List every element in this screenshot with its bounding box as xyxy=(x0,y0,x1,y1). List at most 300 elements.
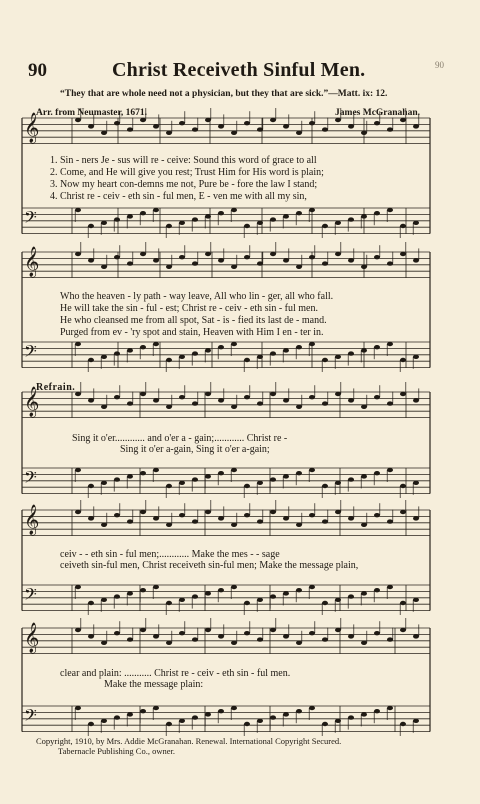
note-head xyxy=(114,351,120,355)
note-head xyxy=(179,395,185,399)
note-head xyxy=(374,588,380,592)
note-head xyxy=(387,468,393,472)
verse-3-line-1: 3. Now my heart con-demns me not, Pure be - fore the law I stand; xyxy=(50,179,318,190)
note-head xyxy=(270,392,276,396)
note-head xyxy=(387,706,393,710)
verse-4-line-2: Purged from ev - 'ry spot and stain, Heaven with Him I en - ter in. xyxy=(60,327,324,338)
note-head xyxy=(374,255,380,259)
note-head xyxy=(114,631,120,635)
note-head xyxy=(205,214,211,218)
note-head xyxy=(231,405,237,409)
bass-clef: 𝄢 xyxy=(24,705,37,729)
note-head xyxy=(192,715,198,719)
note-head xyxy=(114,477,120,481)
treble-clef: 𝄞 xyxy=(24,623,40,653)
note-head xyxy=(192,477,198,481)
note-head xyxy=(413,598,419,602)
note-head xyxy=(88,634,94,638)
note-head xyxy=(75,468,81,472)
note-head xyxy=(101,265,107,269)
note-head xyxy=(257,401,263,405)
refrain-line-3-upper: clear and plain: ........... Christ re - ceiv - eth sin - ful men. xyxy=(60,668,291,679)
note-head xyxy=(153,516,159,520)
note-head xyxy=(374,211,380,215)
note-head xyxy=(88,516,94,520)
note-head xyxy=(374,709,380,713)
note-head xyxy=(101,131,107,135)
note-head xyxy=(400,484,406,488)
note-head xyxy=(75,706,81,710)
note-head xyxy=(296,131,302,135)
note-head xyxy=(231,468,237,472)
note-head xyxy=(348,715,354,719)
note-head xyxy=(244,513,250,517)
note-head xyxy=(179,598,185,602)
note-head xyxy=(400,392,406,396)
note-head xyxy=(283,124,289,128)
note-head xyxy=(88,722,94,726)
note-head xyxy=(218,211,224,215)
note-head xyxy=(127,474,133,478)
note-head xyxy=(114,715,120,719)
note-head xyxy=(205,510,211,514)
note-head xyxy=(335,628,341,632)
note-head xyxy=(192,519,198,523)
treble-clef: 𝄞 xyxy=(24,247,40,277)
note-head xyxy=(127,127,133,131)
note-head xyxy=(88,358,94,362)
note-head xyxy=(387,637,393,641)
note-head xyxy=(153,706,159,710)
treble-clef: 𝄞 xyxy=(24,505,40,535)
note-head xyxy=(374,395,380,399)
note-head xyxy=(218,398,224,402)
note-head xyxy=(166,722,172,726)
note-head xyxy=(101,355,107,359)
note-head xyxy=(166,405,172,409)
note-head xyxy=(400,628,406,632)
note-head xyxy=(205,712,211,716)
note-head xyxy=(270,628,276,632)
note-head xyxy=(322,401,328,405)
note-head xyxy=(296,345,302,349)
bass-clef: 𝄢 xyxy=(24,341,37,365)
note-head xyxy=(309,255,315,259)
arranger-credit: Arr. from Neumaster, 1671. xyxy=(36,108,147,118)
note-head xyxy=(257,261,263,265)
note-head xyxy=(114,395,120,399)
note-head xyxy=(218,345,224,349)
note-head xyxy=(361,712,367,716)
note-head xyxy=(192,401,198,405)
note-head xyxy=(309,631,315,635)
note-head xyxy=(413,634,419,638)
note-head xyxy=(296,405,302,409)
note-head xyxy=(101,481,107,485)
note-head xyxy=(140,345,146,349)
note-head xyxy=(270,118,276,122)
note-head xyxy=(101,221,107,225)
note-head xyxy=(127,637,133,641)
note-head xyxy=(127,401,133,405)
note-head xyxy=(179,513,185,517)
note-head xyxy=(400,118,406,122)
note-head xyxy=(153,208,159,212)
note-head xyxy=(335,510,341,514)
note-head xyxy=(374,345,380,349)
note-head xyxy=(374,513,380,517)
copyright-line-2: Tabernacle Publishing Co., owner. xyxy=(58,746,175,756)
note-head xyxy=(140,510,146,514)
note-head xyxy=(231,706,237,710)
epigraph: “They that are whole need not a physician, but they that are sick.”—Matt. ix: 12. xyxy=(60,89,388,99)
note-head xyxy=(75,208,81,212)
note-head xyxy=(192,217,198,221)
note-head xyxy=(348,124,354,128)
note-head xyxy=(166,641,172,645)
note-head xyxy=(335,598,341,602)
note-head xyxy=(231,585,237,589)
note-head xyxy=(335,719,341,723)
note-head xyxy=(205,628,211,632)
note-head xyxy=(413,355,419,359)
note-head xyxy=(400,358,406,362)
note-head xyxy=(309,342,315,346)
verse-4-line-1: 4. Christ re - ceiv - eth sin - ful men, E - ven me with all my sin, xyxy=(50,191,307,202)
note-head xyxy=(283,516,289,520)
note-head xyxy=(400,224,406,228)
note-head xyxy=(75,252,81,256)
note-head xyxy=(75,510,81,514)
verse-1-line-2: Who the heaven - ly path - way leave, All who lin - ger, all who fall. xyxy=(60,291,334,302)
note-head xyxy=(335,118,341,122)
note-head xyxy=(192,127,198,131)
treble-clef: 𝄞 xyxy=(24,387,40,417)
note-head xyxy=(101,719,107,723)
note-head xyxy=(179,719,185,723)
note-head xyxy=(114,255,120,259)
note-head xyxy=(101,598,107,602)
note-head xyxy=(309,585,315,589)
refrain-line-1-lower: Sing it o'er a-gain, Sing it o'er a-gain; xyxy=(120,444,270,455)
note-head xyxy=(361,641,367,645)
note-head xyxy=(400,722,406,726)
note-head xyxy=(270,594,276,598)
note-head xyxy=(192,351,198,355)
note-head xyxy=(335,481,341,485)
note-head xyxy=(244,484,250,488)
note-head xyxy=(361,131,367,135)
note-head xyxy=(283,474,289,478)
note-head xyxy=(387,519,393,523)
note-head xyxy=(270,351,276,355)
note-head xyxy=(153,124,159,128)
note-head xyxy=(283,348,289,352)
note-head xyxy=(218,516,224,520)
note-head xyxy=(296,471,302,475)
treble-clef: 𝄞 xyxy=(24,113,40,143)
note-head xyxy=(166,131,172,135)
refrain-label: Refrain. xyxy=(36,382,76,393)
hymn-number: 90 xyxy=(28,60,47,81)
note-head xyxy=(413,398,419,402)
note-head xyxy=(153,258,159,262)
note-head xyxy=(88,124,94,128)
note-head xyxy=(309,706,315,710)
note-head xyxy=(374,121,380,125)
note-head xyxy=(192,594,198,598)
note-head xyxy=(348,217,354,221)
note-head xyxy=(218,471,224,475)
note-head xyxy=(75,585,81,589)
note-head xyxy=(218,124,224,128)
note-head xyxy=(205,392,211,396)
note-head xyxy=(244,722,250,726)
note-head xyxy=(322,601,328,605)
note-head xyxy=(153,342,159,346)
note-head xyxy=(101,641,107,645)
note-head xyxy=(322,722,328,726)
note-head xyxy=(231,641,237,645)
note-head xyxy=(296,523,302,527)
note-head xyxy=(374,631,380,635)
note-head xyxy=(322,358,328,362)
note-head xyxy=(283,591,289,595)
note-head xyxy=(140,628,146,632)
note-head xyxy=(270,715,276,719)
note-head xyxy=(218,588,224,592)
note-head xyxy=(309,121,315,125)
note-head xyxy=(322,224,328,228)
note-head xyxy=(140,709,146,713)
note-head xyxy=(348,634,354,638)
note-head xyxy=(283,214,289,218)
note-head xyxy=(127,348,133,352)
note-head xyxy=(257,355,263,359)
note-head xyxy=(257,637,263,641)
refrain-line-2-upper: ceiv - - eth sin - ful men;............ Make the mes - - sage xyxy=(60,549,280,560)
note-head xyxy=(257,519,263,523)
note-head xyxy=(270,252,276,256)
bass-clef: 𝄢 xyxy=(24,584,37,608)
note-head xyxy=(270,477,276,481)
note-head xyxy=(283,712,289,716)
note-head xyxy=(361,405,367,409)
note-head xyxy=(179,355,185,359)
note-head xyxy=(257,719,263,723)
page-mark: 90 xyxy=(435,60,444,70)
note-head xyxy=(140,471,146,475)
note-head xyxy=(413,481,419,485)
note-head xyxy=(192,261,198,265)
note-head xyxy=(413,719,419,723)
verse-3-line-2: He who cleansed me from all spot, Sat - is - fied its last de - mand. xyxy=(60,315,327,326)
note-head xyxy=(166,601,172,605)
note-head xyxy=(348,258,354,262)
note-head xyxy=(179,221,185,225)
note-head xyxy=(192,637,198,641)
note-head xyxy=(88,224,94,228)
note-head xyxy=(322,261,328,265)
note-head xyxy=(75,628,81,632)
note-head xyxy=(205,348,211,352)
note-head xyxy=(361,523,367,527)
note-head xyxy=(257,598,263,602)
note-head xyxy=(153,585,159,589)
note-head xyxy=(257,481,263,485)
note-head xyxy=(179,481,185,485)
note-head xyxy=(387,127,393,131)
note-head xyxy=(413,221,419,225)
note-head xyxy=(387,342,393,346)
note-head xyxy=(348,351,354,355)
note-head xyxy=(231,342,237,346)
note-head xyxy=(101,523,107,527)
note-head xyxy=(205,591,211,595)
note-head xyxy=(231,208,237,212)
note-head xyxy=(361,214,367,218)
note-head xyxy=(257,221,263,225)
note-head xyxy=(374,471,380,475)
note-head xyxy=(296,265,302,269)
refrain-line-1-upper: Sing it o'er............ and o'er a - gain;............ Christ re - xyxy=(72,433,288,444)
note-head xyxy=(361,591,367,595)
note-head xyxy=(140,588,146,592)
copyright-notice xyxy=(36,736,341,756)
verse-1-line-1: 1. Sin - ners Je - sus will re - ceive: Sound this word of grace to all xyxy=(50,155,317,166)
note-head xyxy=(387,261,393,265)
note-head xyxy=(296,641,302,645)
note-head xyxy=(127,261,133,265)
note-head xyxy=(283,634,289,638)
note-head xyxy=(322,484,328,488)
note-head xyxy=(101,405,107,409)
note-head xyxy=(127,712,133,716)
note-head xyxy=(270,510,276,514)
note-head xyxy=(257,127,263,131)
note-head xyxy=(244,601,250,605)
note-head xyxy=(335,221,341,225)
note-head xyxy=(335,392,341,396)
note-head xyxy=(270,217,276,221)
note-head xyxy=(322,127,328,131)
note-head xyxy=(231,131,237,135)
note-head xyxy=(114,513,120,517)
composer-credit: James McGranahan. xyxy=(335,108,420,118)
note-head xyxy=(166,265,172,269)
note-head xyxy=(348,594,354,598)
note-head xyxy=(348,477,354,481)
note-head xyxy=(205,474,211,478)
note-head xyxy=(361,474,367,478)
note-head xyxy=(179,121,185,125)
note-head xyxy=(205,252,211,256)
note-head xyxy=(400,252,406,256)
note-head xyxy=(75,342,81,346)
note-head xyxy=(231,265,237,269)
note-head xyxy=(244,631,250,635)
note-head xyxy=(75,392,81,396)
note-head xyxy=(153,468,159,472)
note-head xyxy=(244,224,250,228)
note-head xyxy=(309,513,315,517)
note-head xyxy=(205,118,211,122)
note-head xyxy=(88,484,94,488)
bass-clef: 𝄢 xyxy=(24,207,37,231)
note-head xyxy=(127,214,133,218)
note-head xyxy=(153,398,159,402)
note-head xyxy=(400,510,406,514)
note-head xyxy=(387,401,393,405)
note-head xyxy=(309,468,315,472)
note-head xyxy=(88,398,94,402)
note-head xyxy=(413,124,419,128)
note-head xyxy=(166,224,172,228)
note-head xyxy=(244,358,250,362)
note-head xyxy=(127,591,133,595)
note-head xyxy=(140,392,146,396)
note-head xyxy=(335,252,341,256)
note-head xyxy=(296,588,302,592)
hymn-title: Christ Receiveth Sinful Men. xyxy=(112,59,366,81)
note-head xyxy=(322,519,328,523)
note-head xyxy=(244,395,250,399)
note-head xyxy=(88,601,94,605)
note-head xyxy=(166,484,172,488)
copyright-line-1: Copyright, 1910, by Mrs. Addie McGranahan. Renewal. International Copyright Secured. xyxy=(36,736,342,746)
note-head xyxy=(400,601,406,605)
note-head xyxy=(179,631,185,635)
note-head xyxy=(335,355,341,359)
note-head xyxy=(413,516,419,520)
note-head xyxy=(218,709,224,713)
note-head xyxy=(322,637,328,641)
note-head xyxy=(283,398,289,402)
note-head xyxy=(140,211,146,215)
verse-2-line-1: 2. Come, and He will give you rest; Trust Him for His word is plain; xyxy=(50,167,324,178)
note-head xyxy=(296,709,302,713)
note-head xyxy=(348,516,354,520)
note-head xyxy=(361,348,367,352)
bass-clef: 𝄢 xyxy=(24,467,37,491)
note-head xyxy=(218,258,224,262)
note-head xyxy=(387,585,393,589)
note-head xyxy=(296,211,302,215)
note-head xyxy=(361,265,367,269)
note-head xyxy=(231,523,237,527)
note-head xyxy=(166,358,172,362)
note-head xyxy=(413,258,419,262)
note-head xyxy=(88,258,94,262)
refrain-line-2-lower: ceiveth sin-ful men, Christ receiveth sin-ful men; Make the message plain, xyxy=(60,560,359,571)
note-head xyxy=(218,634,224,638)
note-head xyxy=(166,523,172,527)
note-head xyxy=(140,252,146,256)
note-head xyxy=(283,258,289,262)
note-head xyxy=(309,395,315,399)
note-head xyxy=(244,255,250,259)
note-head xyxy=(114,217,120,221)
note-head xyxy=(114,594,120,598)
note-head xyxy=(179,255,185,259)
note-head xyxy=(114,121,120,125)
note-head xyxy=(75,118,81,122)
note-head xyxy=(309,208,315,212)
note-head xyxy=(153,634,159,638)
note-head xyxy=(387,208,393,212)
note-head xyxy=(127,519,133,523)
note-head xyxy=(140,118,146,122)
